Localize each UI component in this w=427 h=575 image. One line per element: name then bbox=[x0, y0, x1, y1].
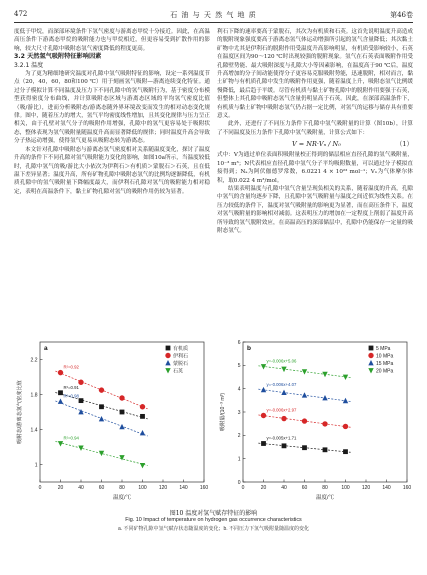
legend-marker bbox=[165, 368, 170, 373]
legend bbox=[165, 345, 188, 375]
left-column bbox=[14, 28, 210, 196]
series-1 bbox=[258, 408, 350, 430]
data-point bbox=[140, 463, 145, 468]
data-point bbox=[58, 390, 63, 395]
data-point bbox=[281, 416, 286, 421]
x-tick-label: 140 bbox=[179, 485, 188, 491]
y-axis-label: 吸附态/游离态氢气密度比值 bbox=[17, 380, 23, 444]
series-3 bbox=[55, 436, 147, 469]
volume-label: 第46卷 bbox=[390, 11, 413, 19]
legend-marker bbox=[368, 353, 373, 358]
x-tick-label: 120 bbox=[361, 485, 371, 491]
equation bbox=[217, 137, 413, 151]
data-point bbox=[58, 441, 63, 446]
data-point bbox=[302, 418, 307, 423]
data-point bbox=[323, 447, 328, 452]
data-point bbox=[322, 372, 327, 377]
legend-label: 蒙脱石 bbox=[173, 360, 189, 367]
x-tick-label: 160 bbox=[402, 485, 412, 491]
data-point bbox=[282, 443, 287, 448]
x-tick-label: 80 bbox=[119, 485, 125, 491]
y-tick-label: 1 bbox=[237, 456, 241, 463]
y-tick-label: 1.4 bbox=[30, 427, 38, 434]
x-tick-label: 0 bbox=[241, 485, 245, 491]
x-tick-label: 0 bbox=[38, 485, 42, 491]
x-tick-label: 40 bbox=[281, 485, 287, 491]
series-annotation: y=-0.006x+5.06 bbox=[266, 358, 297, 364]
data-point bbox=[281, 367, 286, 372]
figure-caption-en: Fig. 10 Impact of temperature on hydrogen gas occurrence characteristics bbox=[125, 517, 302, 523]
y-tick-label: 1.8 bbox=[30, 392, 38, 399]
legend-label: 5 MPa bbox=[376, 345, 391, 352]
paragraph: 为了更为精细地研究温度对孔隙中氢气吸附特征的影响，设定一系列温度节点（20，40，60，80和100 ℃）用于刻画氢气吸附—游离连续变化特征。通过分子模拟计算不同温度及压力下不同孔隙中的氢气吸附行为，基于密度分布模型获得密度分布曲线，并计算吸附态区域与游离态区域的平均氢气密度比值（吸/游比），进而分析吸附态/游离态随外界环境改变而发生的相对动态变化规律。图中，随着压力的增大，氢气平均密度线性增加，且其变化规律与压力呈正相关，由于孔壁对氢气分子的吸附作用增强，孔隙中的氢气更容易处于吸附状态，整体表现为氢气吸附量随温度升高而显著降低的规律；同时温度升高会导致分子热运动增强，使得氢气更易从吸附态转为游离态。 bbox=[14, 71, 210, 145]
figure-caption-sub: a. 不同矿物孔隙中氢气赋存状态随温度的变化；b. 不同压力下氢气吸附量随温度的变化 bbox=[117, 526, 310, 532]
y-tick-label: 2.2 bbox=[30, 357, 38, 364]
legend-marker bbox=[368, 360, 373, 365]
data-point bbox=[261, 413, 266, 418]
x-tick-label: 20 bbox=[57, 485, 64, 491]
data-point bbox=[78, 380, 83, 385]
x-tick-label: 60 bbox=[98, 485, 105, 491]
equation-body: V = NR·Vₙ / N₀ bbox=[291, 140, 341, 149]
right-column bbox=[217, 28, 413, 235]
data-point bbox=[343, 424, 348, 429]
data-point bbox=[140, 430, 145, 435]
legend-marker bbox=[368, 368, 373, 373]
series-annotation: R²=0.94 bbox=[63, 435, 79, 441]
data-point bbox=[281, 390, 286, 395]
subsection-title: 3.2.1 温度 bbox=[14, 61, 44, 69]
paragraph: 利石下降的速率要高于蒙脱石，其次为有机质和石英。这首先说明温度升高造成的脱附现象强度要高于游离态氢气体运动增强所引起的氢气含量降低；其次黏土矿物中尤其是伊利石的脱附作用受温度升高影响明显，有机质受影响较小，石英在温度区间为90～120 ℃时出现较强的脱附现象。氢气在石英表面吸附作用受孔隙壁势能、最大吸附深度与孔隙大小等因素影响，在温度高于90 ℃后，温度升高增加的分子间动能使得分子更容易克服吸附势能，迅速脱附，相对而言，黏土矿物与有机质孔隙中发生的吸附作用更强，随着温度上升，吸附态氢气比例缓慢降低，最后趋于平缓。尽管有机质与黏土矿物孔隙中的脱附作用要强于石英，但整体上其孔隙中吸附态氢气含量仍明显高于石英。因此，在深部高温条件下，有机质与黏土矿物中吸附态氢气仍占据一定比例，对氢气的运移与储存具有重要意义。 bbox=[217, 29, 413, 120]
legend-label: 15 MPa bbox=[376, 360, 394, 367]
data-point bbox=[140, 414, 145, 419]
paragraph: 度低于甲烷，而深部环境条件下氢气密度与游离态甲烷十分接近。因此，在高温高压条件下游离态甲烷的吸附能力也与甲烷相近，但更容易受到扩散作用的影响，较大尺寸孔隙中吸附态氢气密度降低的程度更高。 bbox=[14, 29, 210, 52]
journal-title: 石 油 与 天 然 气 地 质 bbox=[170, 11, 257, 19]
data-point bbox=[343, 375, 348, 380]
series-annotation: R²=0.98 bbox=[63, 393, 79, 399]
legend-label: 20 MPa bbox=[376, 368, 394, 375]
figure-10 bbox=[14, 334, 413, 504]
legend-label: 伊利石 bbox=[173, 353, 189, 360]
x-tick-label: 80 bbox=[322, 485, 328, 491]
y-tick-label: 6 bbox=[237, 339, 241, 346]
data-point bbox=[120, 410, 125, 415]
legend-marker bbox=[166, 346, 171, 351]
series-annotation: y=-0.006x+2.97 bbox=[266, 407, 297, 413]
y-axis-label: 吸附量/(10⁻³ m³) bbox=[220, 392, 226, 432]
y-tick-label: 2 bbox=[237, 433, 241, 440]
y-tick-label: 4 bbox=[237, 386, 241, 393]
data-point bbox=[79, 398, 84, 403]
legend-marker bbox=[165, 353, 170, 358]
data-point bbox=[99, 451, 104, 456]
equation-number: （1） bbox=[395, 140, 413, 149]
paragraph: 此外，还进行了不同压力条件下孔隙中氢气吸附量的计算（图10b），计算了不同温度及压力条件下孔隙中氢气吸附量，计算公式如下： bbox=[217, 121, 413, 136]
data-point bbox=[119, 424, 124, 429]
x-tick-label: 120 bbox=[158, 485, 168, 491]
page-number: 472 bbox=[14, 10, 28, 18]
data-point bbox=[343, 449, 348, 454]
x-tick-label: 20 bbox=[260, 485, 267, 491]
data-point bbox=[99, 404, 104, 409]
series-annotation: y=-0.006x+4.07 bbox=[266, 381, 297, 387]
data-point bbox=[119, 395, 124, 400]
legend-marker bbox=[369, 346, 374, 351]
header-rule bbox=[14, 22, 413, 23]
data-point bbox=[322, 395, 327, 400]
legend-label: 10 MPa bbox=[376, 353, 394, 360]
y-tick-label: 5 bbox=[237, 363, 241, 370]
legend bbox=[368, 346, 393, 375]
x-tick-label: 60 bbox=[301, 485, 308, 491]
data-point bbox=[140, 404, 145, 409]
data-point bbox=[119, 455, 124, 460]
data-point bbox=[261, 387, 266, 392]
data-point bbox=[78, 445, 83, 450]
y-tick-label: 3 bbox=[237, 409, 241, 416]
panel-label: a bbox=[44, 345, 48, 352]
data-point bbox=[302, 392, 307, 397]
x-tick-label: 40 bbox=[78, 485, 84, 491]
figure-caption-cn: 图10 温度对氢气赋存特征的影响 bbox=[169, 510, 258, 517]
data-point bbox=[302, 445, 307, 450]
series-0 bbox=[258, 436, 350, 455]
legend-label: 有机质 bbox=[173, 345, 189, 352]
data-point bbox=[302, 369, 307, 374]
data-point bbox=[58, 399, 63, 404]
x-tick-label: 100 bbox=[341, 485, 350, 491]
y-tick-label: 0 bbox=[237, 479, 241, 486]
x-tick-label: 160 bbox=[199, 485, 209, 491]
panel-label: b bbox=[247, 345, 251, 352]
x-tick-label: 100 bbox=[138, 485, 147, 491]
chart-b bbox=[217, 334, 413, 504]
legend-label: 石英 bbox=[173, 368, 184, 375]
section-title: 3.2 天然氢气吸附特征影响因素 bbox=[14, 53, 102, 61]
x-tick-label: 140 bbox=[382, 485, 391, 491]
paragraph: 结果表明温度与孔隙中氢气含量呈现负相关的关系，随着温度的升高，孔隙中氢气的含量均逐步下降，且孔隙中氢气吸附量与温度之间近似为线性关系。在压力较低的条件下，温度对氢气吸附量的影响更为显著，而在高压条件下，温度对氢气吸附量的影响相对减弱。这表明压力的增加在一定程度上削弱了温度升高所导致的氢气脱附效应，在高温高压的深部储层中，孔隙中仍能保存一定量的吸附态氢气。 bbox=[217, 185, 413, 234]
series-annotation: y=-0.005x+1.71 bbox=[266, 435, 297, 441]
chart-a bbox=[14, 334, 210, 504]
page-header bbox=[14, 10, 413, 22]
series-2 bbox=[258, 382, 350, 403]
y-tick-label: 1 bbox=[34, 462, 38, 469]
paragraph: 本文针对孔隙中吸附态与游离态氢气密度相对关系随温度变化，探讨了温度升高的条件下不同孔隙对氢气吸附能力变化的影响，如图10a所示，当温度较低时，孔隙中氢气的吸/游比大小依次为伊利石＞有机质＞蒙脱石＞石英，且在低温下差异显著；温度升高，所有矿物孔隙中吸附态氢气的比例均逐渐降低，有机质孔隙中的氢气吸附量下降幅度最大，而伊利石孔隙对氢气的吸附能力相对稳定，表明在高温条件下，黏土矿物孔隙对氢气的吸附作用仍较为显著。 bbox=[14, 146, 210, 195]
series-3 bbox=[258, 359, 350, 381]
paragraph: 式中：V为通过单位表面积吸附量校正得到的储层相应直径孔隙的氢气吸附量，10⁻³ m³；N代表相应直径孔隙中氢气分子平均吸附数量，可以通过分子模拟直接得到；Nₐ为阿伏伽德罗常数，6.0221 4 × 10²³ mol⁻¹；Vₙ为气体摩尔体积，取0.022 4 m³/mol。 bbox=[217, 152, 413, 184]
data-point bbox=[99, 387, 104, 392]
series-annotation: R²=0.92 bbox=[63, 364, 79, 370]
series-annotation: R²=0.91 bbox=[63, 384, 79, 390]
x-axis-label: 温度/℃ bbox=[112, 495, 132, 501]
legend-marker bbox=[165, 360, 170, 365]
data-point bbox=[261, 441, 266, 446]
x-axis-label: 温度/℃ bbox=[315, 495, 335, 501]
data-point bbox=[58, 370, 63, 375]
data-point bbox=[322, 421, 327, 426]
data-point bbox=[99, 416, 104, 421]
